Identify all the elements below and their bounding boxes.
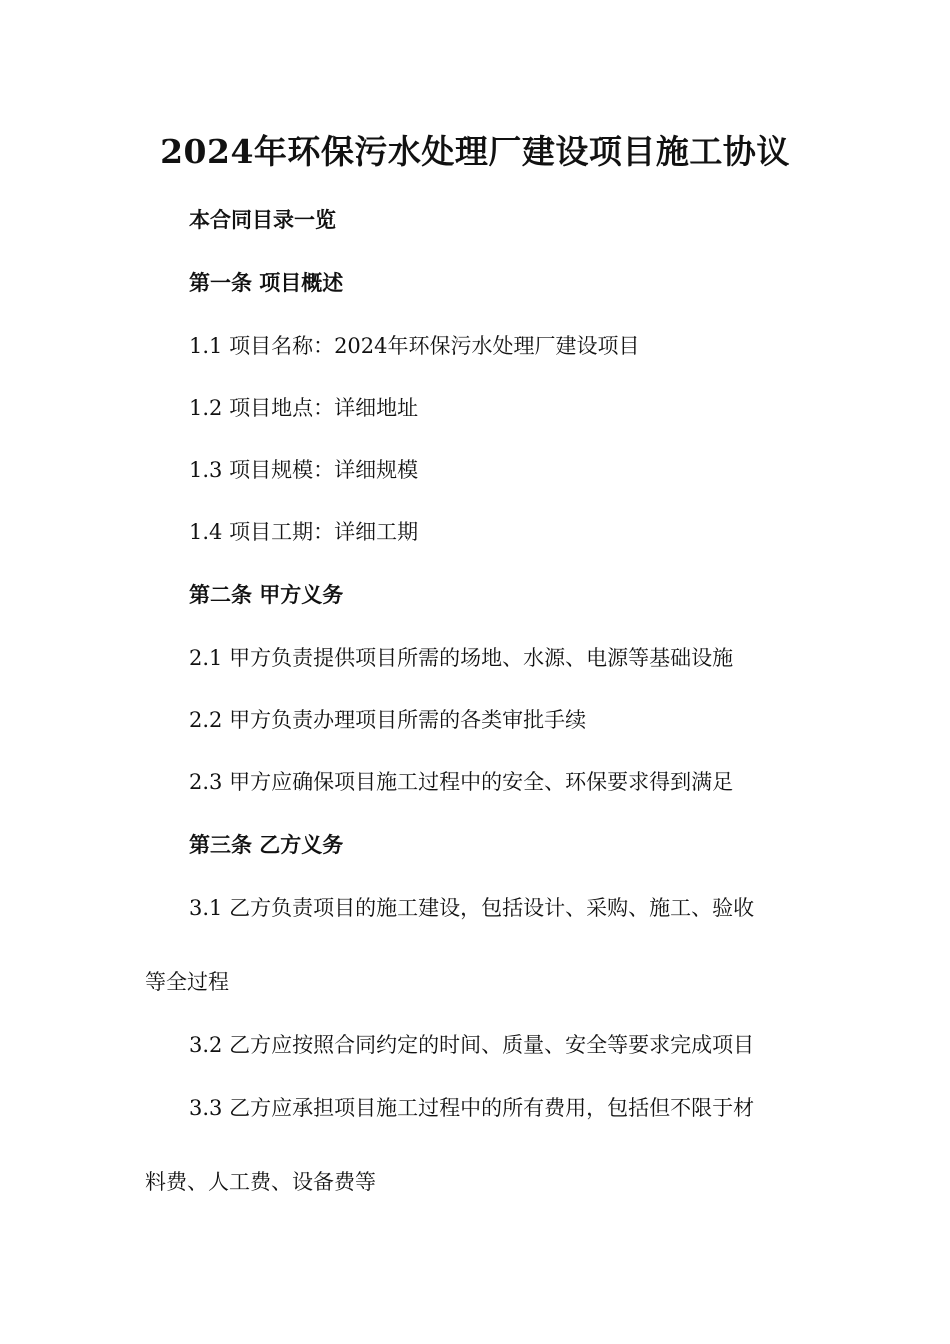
clause-2-2: 2.2 甲方负责办理项目所需的各类审批手续	[189, 708, 587, 732]
clause-3-3: 3.3 乙方应承担项目施工过程中的所有费用，包括但不限于材	[189, 1096, 755, 1120]
clause-3-1-continuation: 等全过程	[145, 970, 229, 994]
section-heading-3: 第三条 乙方义务	[189, 832, 344, 857]
clause-3-1: 3.1 乙方负责项目的施工建设，包括设计、采购、施工、验收	[189, 896, 755, 920]
section-heading-2: 第二条 甲方义务	[189, 582, 344, 607]
clause-2-1: 2.1 甲方负责提供项目所需的场地、水源、电源等基础设施	[189, 646, 734, 670]
document-title: 2024年环保污水处理厂建设项目施工协议	[160, 132, 790, 171]
clause-3-3-continuation: 料费、人工费、设备费等	[145, 1170, 376, 1194]
section-heading-1: 第一条 项目概述	[189, 270, 344, 295]
clause-1-3: 1.3 项目规模：详细规模	[189, 458, 419, 482]
clause-2-3: 2.3 甲方应确保项目施工过程中的安全、环保要求得到满足	[189, 770, 734, 794]
clause-1-1: 1.1 项目名称：2024年环保污水处理厂建设项目	[189, 334, 640, 358]
toc-heading: 本合同目录一览	[189, 207, 336, 232]
clause-1-4: 1.4 项目工期：详细工期	[189, 520, 419, 544]
clause-1-2: 1.2 项目地点：详细地址	[189, 396, 419, 420]
clause-3-2: 3.2 乙方应按照合同约定的时间、质量、安全等要求完成项目	[189, 1033, 755, 1057]
